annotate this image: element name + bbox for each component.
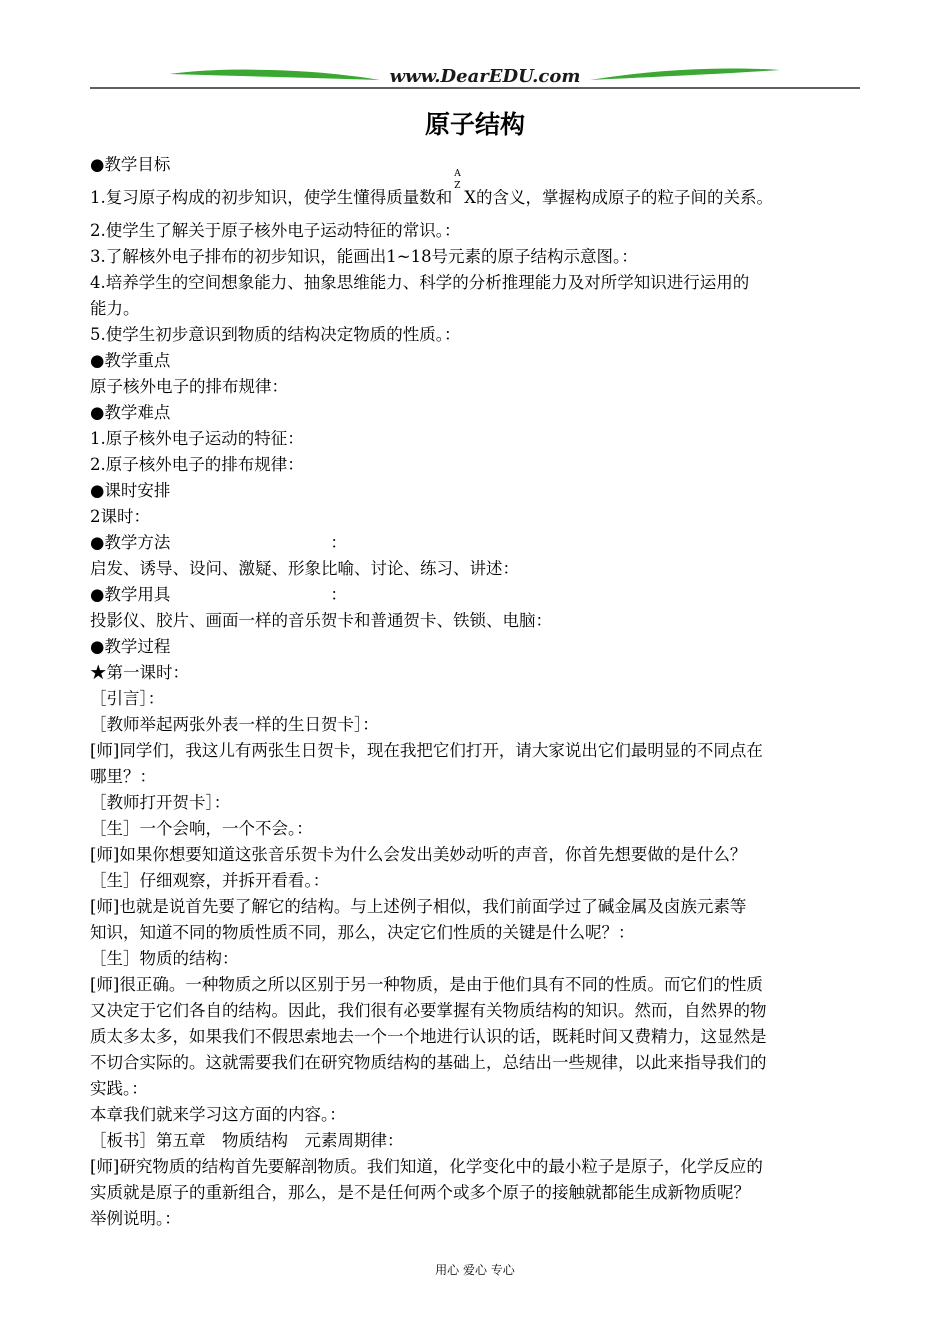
header-swoosh-graphic	[90, 60, 860, 92]
section-heading-schedule: ●课时安排	[90, 481, 171, 500]
dialogue-line: 知识，知道不同的物质性质不同，那么，决定它们性质的关键是什么呢？：	[90, 923, 635, 942]
dialogue-line: 实质就是原子的重新组合，那么，是不是任何两个或多个原子的接触就都能生成新物质呢？	[90, 1183, 750, 1202]
board-writing-line: ［板书］第五章 物质结构 元素周期律：	[90, 1131, 404, 1150]
dialogue-line: ［教师举起两张外表一样的生日贺卡］：	[90, 715, 379, 734]
difficulty-2: 2.原子核外电子的排布规律：	[90, 455, 304, 474]
dialogue-line: [师]也就是说首先要了解它的结构。与上述例子相似，我们前面学过了碱金属及卤族元素等	[90, 897, 747, 916]
document-body	[90, 152, 870, 1232]
dialogue-line: 不切合实际的。这就需要我们在研究物质结构的基础上，总结出一些规律，以此来指导我们的	[90, 1053, 767, 1072]
section-heading-key-points: ●教学重点	[90, 351, 171, 370]
objective-5: 5.使学生初步意识到物质的结构决定物质的性质。：	[90, 325, 461, 344]
right-swoosh	[590, 68, 780, 80]
dialogue-line: 本章我们就来学习这方面的内容。：	[90, 1105, 346, 1124]
objective-4-cont: 能力。	[90, 299, 140, 318]
objective-3: 3.了解核外电子排布的初步知识，能画出1~18号元素的原子结构示意图。：	[90, 247, 638, 266]
dialogue-line: [师]如果你想要知道这张音乐贺卡为什么会发出美妙动听的声音，你首先想要做的是什么？	[90, 845, 747, 864]
dialogue-line: [师]研究物质的结构首先要解剖物质。我们知道，化学变化中的最小粒子是原子，化学反应的	[90, 1157, 763, 1176]
section-heading-difficulties: ●教学难点	[90, 403, 171, 422]
page-title: 原子结构	[424, 110, 525, 139]
methods-text: 启发、诱导、设问、激疑、形象比喻、讨论、练习、讲述：	[90, 559, 519, 578]
schedule-text: 2课时：	[90, 507, 150, 526]
dialogue-line: 又决定于它们各自的结构。因此，我们很有必要掌握有关物质结构的知识。然而，自然界的物	[90, 1001, 767, 1020]
dialogue-line: 实践。：	[90, 1079, 148, 1098]
objective-1: 1.复习原子构成的初步知识，使学生懂得质量数和 A Z X的含义，掌握构成原子的粒子间的关系。	[90, 169, 773, 207]
dialogue-line: 质太多太多，如果我们不假思索地去一个一个地进行认识的话，既耗时间又费精力，这显然是	[90, 1027, 767, 1046]
dialogue-line: [师]很正确。一种物质之所以区别于另一种物质，是由于他们具有不同的性质。而它们的性质	[90, 975, 763, 994]
difficulty-1: 1.原子核外电子运动的特征：	[90, 429, 304, 448]
section-heading-process: ●教学过程	[90, 637, 171, 656]
dialogue-line: 举例说明。：	[90, 1209, 181, 1228]
dialogue-line: ［生］仔细观察，并拆开看看。：	[90, 871, 330, 890]
section-heading-objectives: ●教学目标	[90, 155, 171, 174]
page-footer: 用心 爱心 专心	[435, 1263, 515, 1277]
dialogue-line: ［引言］：	[90, 689, 165, 708]
isotope-notation: A Z	[454, 169, 461, 191]
site-header-banner	[90, 60, 860, 92]
dialogue-line: ［生］物质的结构：	[90, 949, 239, 968]
header-logo-text: www.DearEDU.com	[389, 66, 581, 87]
dialogue-line: 哪里？：	[90, 767, 156, 786]
dialogue-line: ［生］一个会响，一个不会。：	[90, 819, 313, 838]
dialogue-line: [师]同学们，我这儿有两张生日贺卡，现在我把它们打开，请大家说出它们最明显的不同点在	[90, 741, 763, 760]
objective-2: 2.使学生了解关于原子核外电子运动特征的常识。：	[90, 221, 461, 240]
objective-4: 4.培养学生的空间想象能力、抽象思维能力、科学的分析推理能力及对所学知识进行运用的	[90, 273, 750, 292]
dialogue-line: ［教师打开贺卡］：	[90, 793, 231, 812]
key-point-text: 原子核外电子的排布规律：	[90, 377, 288, 396]
tools-text: 投影仪、胶片、画面一样的音乐贺卡和普通贺卡、铁锁、电脑：	[90, 611, 552, 630]
section-heading-tools: ●教学用具 ：	[90, 585, 347, 604]
lesson-one-heading: ★第一课时：	[90, 663, 189, 682]
section-heading-methods: ●教学方法 ：	[90, 533, 347, 552]
